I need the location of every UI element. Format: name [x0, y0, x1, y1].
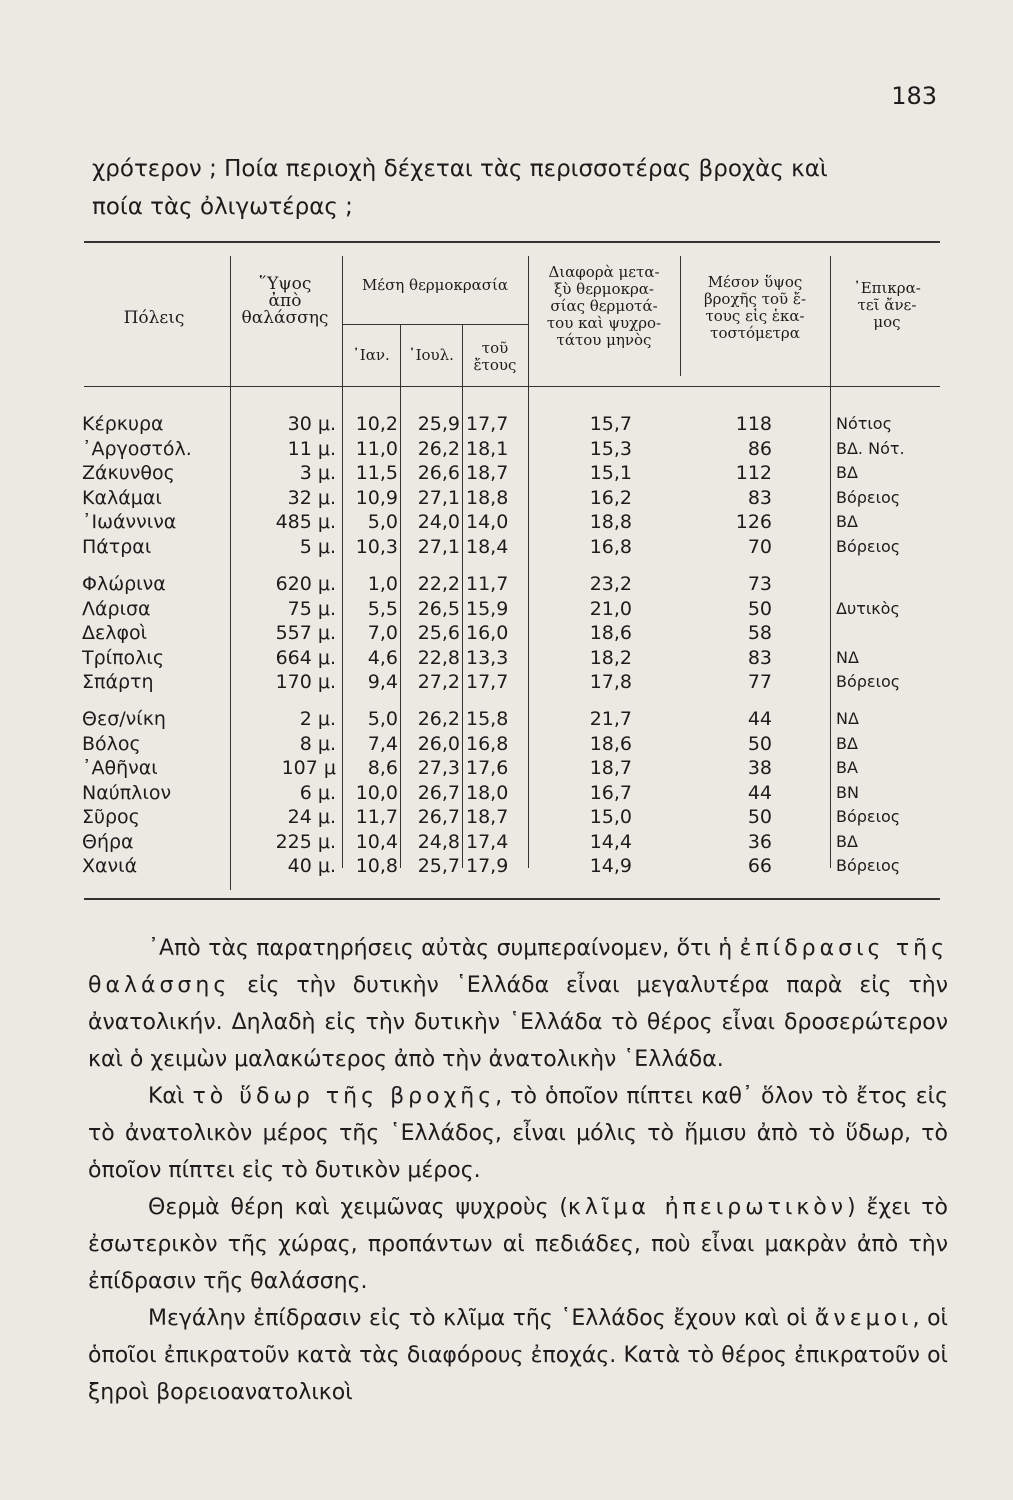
rainfall-cell: 36 — [747, 830, 772, 853]
paragraph: Καὶ τὸ ὕδωρ τῆς βροχῆς, τὸ ὁποῖον πίπτει καθ᾿ ὅλον τὸ ἔτος εἰς τὸ ἀνατολικὸν μέρος τῆς ῾Ελλάδος, εἶναι μόλις τὸ ἥμισυ ἀπὸ τὸ ὕδωρ, τὸ ὁποῖον πίπτει εἰς τὸ δυτικὸν μέρος. — [88, 1084, 949, 1183]
jul-temp-cell: 27,1 — [417, 535, 460, 558]
city-cell: Δελφοὶ — [82, 622, 148, 644]
city-cell: Πάτραι — [82, 535, 152, 558]
header-year: τοῦ ἔτους — [473, 339, 517, 374]
table-row — [0, 510, 940, 534]
altitude-cell: 107 μ — [281, 757, 336, 779]
temp-diff-cell: 18,7 — [589, 757, 632, 779]
header-rainfall: Μέσον ὕψος βροχῆς τοῦ ἔ- τους εἰς ἑκα- τοστόμετρα — [703, 273, 807, 342]
jan-temp-cell: 5,0 — [367, 511, 398, 533]
page-number: 183 — [891, 82, 937, 110]
temp-diff-cell: 21,0 — [589, 597, 632, 620]
jan-temp-cell: 10,3 — [355, 535, 398, 558]
jul-temp-cell: 25,6 — [417, 622, 460, 644]
jul-temp-cell: 22,8 — [417, 646, 460, 669]
altitude-cell: 485 μ. — [275, 511, 336, 533]
city-cell: Φλώρινα — [82, 573, 166, 595]
year-temp-cell: 18,7 — [466, 806, 509, 828]
city-cell: Σῦρος — [82, 806, 140, 828]
jul-temp-cell: 26,2 — [417, 708, 460, 730]
rainfall-cell: 118 — [735, 413, 772, 435]
city-cell: Ζάκυνθος — [82, 462, 175, 484]
temp-subheader-rule — [342, 324, 528, 325]
wind-cell: Δυτικὸς — [836, 598, 900, 618]
jan-temp-cell: 5,0 — [367, 708, 398, 730]
jul-temp-cell: 27,3 — [417, 757, 460, 779]
table-top-rule — [84, 241, 940, 243]
jul-temp-cell: 26,0 — [417, 732, 460, 755]
header-mean-temp: Μέση θερμοκρασία — [361, 276, 509, 294]
jul-temp-cell: 26,6 — [417, 462, 460, 484]
altitude-cell: 225 μ. — [275, 830, 336, 853]
intro-text — [92, 150, 952, 226]
year-temp-cell: 15,8 — [466, 708, 509, 730]
rainfall-cell: 112 — [735, 462, 772, 484]
table-bottom-rule — [84, 898, 940, 900]
jan-temp-cell: 7,0 — [367, 622, 398, 644]
temp-diff-cell: 23,2 — [589, 573, 632, 595]
wind-cell: Βόρειος — [836, 487, 901, 507]
city-cell: Τρίπολις — [82, 646, 164, 669]
city-cell: Λάρισα — [82, 597, 151, 620]
rainfall-cell: 50 — [747, 732, 772, 755]
header-altitude: ῞Υψος ἀπὸ θαλάσσης — [241, 274, 329, 328]
header-wind: ᾿Επικρα- τεῖ ἄνε- μος — [853, 279, 921, 331]
city-cell: ᾿Αθῆναι — [82, 757, 158, 779]
jan-temp-cell: 11,7 — [355, 806, 398, 828]
table-row — [0, 670, 940, 694]
table-row — [0, 707, 940, 731]
year-temp-cell: 18,4 — [466, 535, 509, 558]
altitude-cell: 620 μ. — [275, 573, 336, 595]
wind-cell: Νότιος — [836, 414, 892, 433]
rainfall-cell: 44 — [747, 781, 772, 804]
table-row — [0, 535, 940, 559]
jan-temp-cell: 8,6 — [367, 757, 398, 779]
temp-diff-cell: 14,4 — [589, 830, 632, 853]
rainfall-cell: 86 — [747, 437, 772, 460]
intro-line: χρότερον ; Ποία περιοχὴ δέχεται τὰς περισσοτέρας βροχὰς καὶ — [92, 156, 828, 182]
jul-temp-cell: 24,8 — [417, 830, 460, 853]
rainfall-cell: 50 — [747, 806, 772, 828]
wind-cell: ΒΔ — [836, 463, 858, 482]
spaced-emphasis: κλῖμα ἠπειρωτικὸν — [567, 1195, 848, 1220]
jan-temp-cell: 10,8 — [355, 855, 398, 877]
altitude-cell: 557 μ. — [275, 622, 336, 644]
wind-cell: ΒΑ — [836, 758, 858, 777]
year-temp-cell: 17,4 — [466, 830, 509, 853]
jan-temp-cell: 11,5 — [355, 462, 398, 484]
city-cell: Θήρα — [82, 830, 134, 853]
altitude-cell: 8 μ. — [299, 732, 336, 755]
jan-temp-cell: 10,2 — [355, 413, 398, 435]
rainfall-cell: 70 — [747, 535, 772, 558]
temp-diff-cell: 18,8 — [589, 511, 632, 533]
body-text — [88, 930, 948, 1411]
table-row — [0, 781, 940, 805]
altitude-cell: 32 μ. — [287, 486, 336, 509]
altitude-cell: 24 μ. — [287, 806, 336, 828]
temp-diff-cell: 15,0 — [589, 806, 632, 828]
header-jan: ᾿Ιαν. — [352, 346, 390, 364]
table-row — [0, 461, 940, 485]
wind-cell: ΒΝ — [836, 782, 859, 802]
temp-diff-cell: 15,1 — [589, 462, 632, 484]
wind-cell: Βόρειος — [836, 536, 901, 556]
year-temp-cell: 18,1 — [466, 437, 509, 460]
temp-diff-cell: 16,7 — [589, 781, 632, 804]
table-row — [0, 486, 940, 510]
temp-diff-cell: 18,6 — [589, 732, 632, 755]
table-row — [0, 756, 940, 780]
wind-cell: ΝΔ — [836, 647, 859, 667]
table-header-rule — [84, 386, 940, 387]
altitude-cell: 5 μ. — [299, 535, 336, 558]
wind-cell: Βόρειος — [836, 807, 901, 826]
rainfall-cell: 66 — [747, 855, 772, 877]
jan-temp-cell: 7,4 — [367, 732, 398, 755]
temp-diff-cell: 16,8 — [589, 535, 632, 558]
jul-temp-cell: 22,2 — [417, 573, 460, 595]
paragraph: Θερμὰ θέρη καὶ χειμῶνας ψυχροὺς (κλῖμα ἠπειρωτικὸν) ἔχει τὸ ἐσωτερικὸν τῆς χώρας, προπάντων αἱ πεδιάδες, ποὺ εἶναι μακρὰν ἀπὸ τὴν ἐπίδρασιν τῆς θαλάσσης. — [88, 1195, 948, 1294]
temp-diff-cell: 15,3 — [589, 437, 632, 460]
rainfall-cell: 126 — [735, 511, 772, 533]
temp-diff-cell: 14,9 — [589, 855, 632, 877]
year-temp-cell: 13,3 — [466, 646, 509, 669]
table-row — [0, 597, 940, 621]
jul-temp-cell: 26,7 — [417, 781, 460, 804]
city-cell: Σπάρτη — [82, 671, 154, 693]
temp-diff-cell: 18,6 — [589, 622, 632, 644]
rainfall-cell: 44 — [747, 708, 772, 730]
header-temp-diff: Διαφορὰ μετα- ξὺ θερμοκρα- σίας θερμοτά- του καὶ ψυχρο- τάτου μηνὸς — [546, 263, 662, 349]
jan-temp-cell: 10,4 — [355, 830, 398, 853]
altitude-cell: 170 μ. — [275, 671, 336, 693]
rainfall-cell: 83 — [747, 646, 772, 669]
altitude-cell: 30 μ. — [287, 413, 336, 435]
jul-temp-cell: 25,9 — [417, 413, 460, 435]
wind-cell: Βόρειος — [836, 856, 901, 875]
spaced-emphasis: ἄνεμοι — [814, 1306, 913, 1331]
rainfall-cell: 58 — [747, 622, 772, 644]
rainfall-cell: 50 — [747, 597, 772, 620]
jan-temp-cell: 9,4 — [367, 671, 398, 693]
year-temp-cell: 14,0 — [466, 511, 509, 533]
jul-temp-cell: 27,1 — [417, 486, 460, 509]
altitude-cell: 40 μ. — [287, 855, 336, 877]
year-temp-cell: 18,7 — [466, 462, 509, 484]
year-temp-cell: 18,0 — [466, 781, 509, 804]
altitude-cell: 6 μ. — [299, 781, 336, 804]
table-row — [0, 854, 940, 878]
jan-temp-cell: 5,5 — [367, 597, 398, 620]
temp-diff-cell: 15,7 — [589, 413, 632, 435]
year-temp-cell: 17,7 — [466, 671, 509, 693]
header-cities: Πόλεις — [123, 308, 185, 328]
year-temp-cell: 17,6 — [466, 757, 509, 779]
wind-cell: ΒΔ — [836, 733, 858, 753]
city-cell: ᾿Αργοστόλ. — [82, 437, 192, 460]
table-row — [0, 621, 940, 645]
city-cell: Βόλος — [82, 732, 141, 755]
city-cell: Καλάμαι — [82, 486, 162, 509]
wind-cell: ΒΔ. Νότ. — [836, 438, 905, 458]
spaced-emphasis: τὸ ὕδωρ τῆς βροχῆς — [192, 1084, 496, 1109]
altitude-cell: 11 μ. — [287, 437, 336, 460]
year-temp-cell: 16,0 — [466, 622, 509, 644]
year-temp-cell: 15,9 — [466, 597, 509, 620]
spaced-emphasis: ἐπίδρασις τῆς θαλάσσης — [88, 936, 948, 998]
rainfall-cell: 73 — [747, 573, 772, 595]
temp-diff-cell: 17,8 — [589, 671, 632, 693]
year-temp-cell: 18,8 — [466, 486, 509, 509]
header-jul: ᾿Ιουλ. — [408, 346, 454, 364]
rainfall-cell: 77 — [747, 671, 772, 693]
jul-temp-cell: 26,2 — [417, 437, 460, 460]
paragraph: Μεγάλην ἐπίδρασιν εἰς τὸ κλῖμα τῆς ῾Ελλάδος ἔχουν καὶ οἱ ἄνεμοι, οἱ ὁποῖοι ἐπικρατοῦν κατὰ τὰς διαφόρους ἐποχάς. Κατὰ τὸ θέρος ἐπικρατοῦν οἱ ξηροὶ βορειοανατολικοὶ — [88, 1306, 949, 1405]
altitude-cell: 664 μ. — [275, 646, 336, 669]
wind-cell: ΒΔ — [836, 512, 858, 531]
jul-temp-cell: 27,2 — [417, 671, 460, 693]
year-temp-cell: 17,9 — [466, 855, 509, 877]
temp-diff-cell: 18,2 — [589, 646, 632, 669]
temp-diff-cell: 21,7 — [589, 708, 632, 730]
jan-temp-cell: 1,0 — [367, 573, 398, 595]
rainfall-cell: 83 — [747, 486, 772, 509]
jan-temp-cell: 4,6 — [367, 646, 398, 669]
city-cell: Ναύπλιον — [82, 781, 172, 804]
wind-cell: Βόρειος — [836, 672, 901, 691]
jul-temp-cell: 24,0 — [417, 511, 460, 533]
city-cell: ᾿Ιωάννινα — [82, 511, 177, 533]
year-temp-cell: 11,7 — [466, 573, 509, 595]
city-cell: Χανιά — [82, 855, 138, 877]
city-cell: Κέρκυρα — [82, 413, 164, 435]
city-cell: Θεσ/νίκη — [82, 708, 166, 730]
wind-cell: ΝΔ — [836, 709, 859, 728]
table-row — [0, 732, 940, 756]
table-row — [0, 412, 940, 436]
jul-temp-cell: 25,7 — [417, 855, 460, 877]
altitude-cell: 75 μ. — [287, 597, 336, 620]
table-row — [0, 572, 940, 596]
wind-cell: ΒΔ — [836, 831, 858, 851]
jan-temp-cell: 11,0 — [355, 437, 398, 460]
table-row — [0, 646, 940, 670]
jul-temp-cell: 26,7 — [417, 806, 460, 828]
altitude-cell: 3 μ. — [299, 462, 336, 484]
jan-temp-cell: 10,9 — [355, 486, 398, 509]
year-temp-cell: 16,8 — [466, 732, 509, 755]
rainfall-cell: 38 — [747, 757, 772, 779]
temp-diff-cell: 16,2 — [589, 486, 632, 509]
altitude-cell: 2 μ. — [299, 708, 336, 730]
jan-temp-cell: 10,0 — [355, 781, 398, 804]
year-temp-cell: 17,7 — [466, 413, 509, 435]
intro-line: ποία τὰς ὀλιγωτέρας ; — [92, 194, 353, 220]
jul-temp-cell: 26,5 — [417, 597, 460, 620]
table-row — [0, 830, 940, 854]
table-row — [0, 805, 940, 829]
paragraph: ᾿Απὸ τὰς παρατηρήσεις αὐτὰς συμπεραίνομεν, ὅτι ἡ ἐπίδρασις τῆς θαλάσσης εἰς τὴν δυτικὴν ῾Ελλάδα εἶναι μεγαλυτέρα παρὰ εἰς τὴν ἀνατολικήν. Δηλαδὴ εἰς τὴν δυτικὴν ῾Ελλάδα τὸ θέρος εἶναι δροσερώτερον καὶ ὁ χειμὼν μαλακώτερος ἀπὸ τὴν ἀνατολικὴν ῾Ελλάδα. — [88, 936, 948, 1072]
table-row — [0, 437, 940, 461]
